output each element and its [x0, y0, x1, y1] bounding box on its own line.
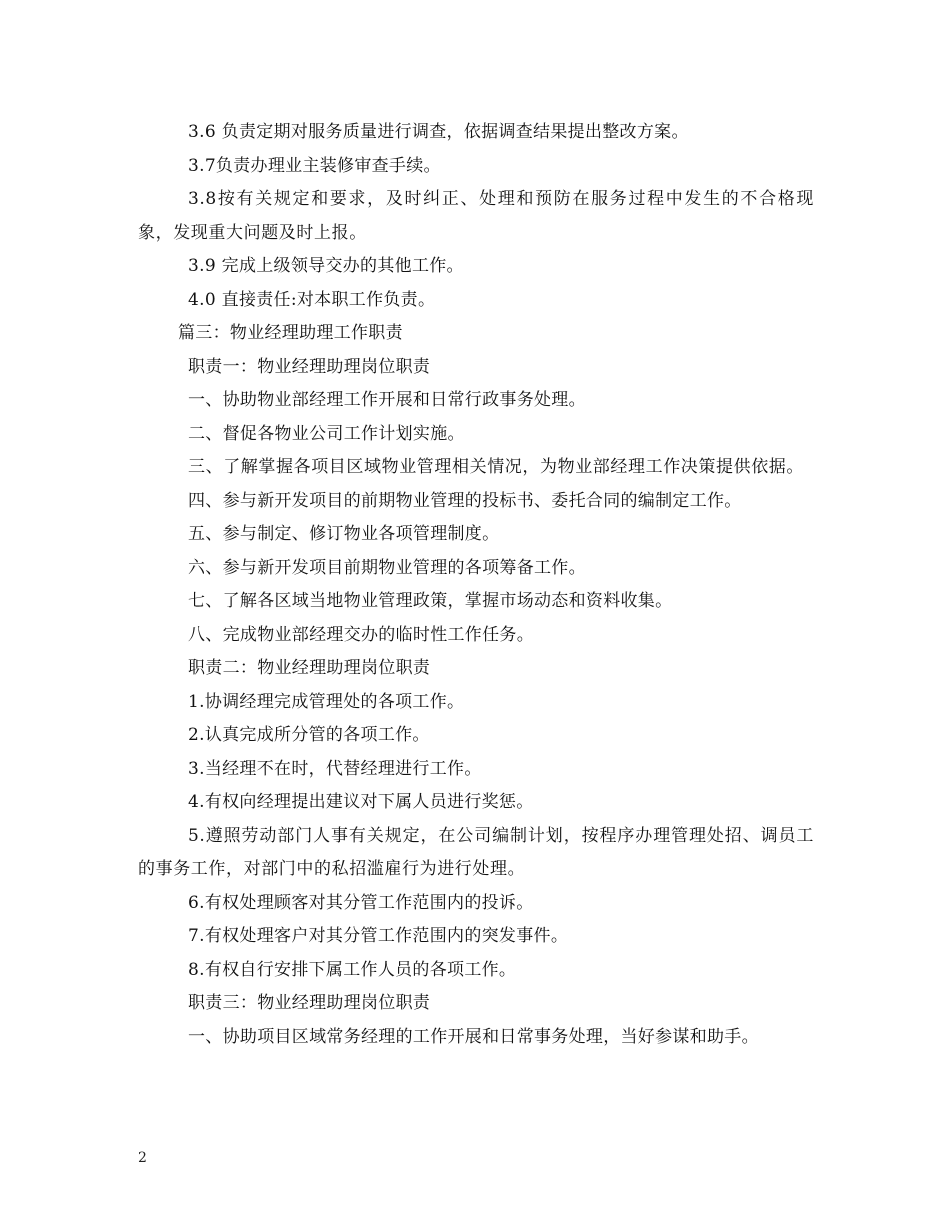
list-item: 2.认真完成所分管的各项工作。 — [188, 725, 430, 745]
list-item: 六、参与新开发项目前期物业管理的各项筹备工作。 — [188, 557, 586, 578]
page-number: 2 — [138, 1150, 147, 1166]
section-heading-part-three: 篇三：物业经理助理工作职责 — [178, 323, 403, 343]
list-item: 6.有权处理顾客对其分管工作范围内的投诉。 — [188, 892, 534, 913]
list-item: 3.当经理不在时，代替经理进行工作。 — [188, 758, 482, 779]
paragraph-3-9: 3.9 完成上级领导交办的其他工作。 — [188, 256, 464, 276]
list-item: 八、完成物业部经理交办的临时性工作任务。 — [188, 624, 534, 645]
paragraph-3-7: 3.7负责办理业主装修审查手续。 — [188, 155, 441, 176]
subheading-duty-two: 职责二：物业经理助理岗位职责 — [188, 658, 431, 678]
list-item: 四、参与新开发项目的前期物业管理的投标书、委托合同的编制定工作。 — [188, 490, 742, 511]
paragraph-3-6: 3.6 负责定期对服务质量进行调查，依据调查结果提出整改方案。 — [188, 122, 689, 142]
list-item: 七、了解各区域当地物业管理政策，掌握市场动态和资料收集。 — [188, 591, 673, 611]
list-item: 1.协调经理完成管理处的各项工作。 — [188, 691, 465, 712]
list-item: 一、协助项目区域常务经理的工作开展和日常事务处理，当好参谋和助手。 — [188, 1026, 759, 1047]
paragraph-3-8: 3.8按有关规定和要求，及时纠正、处理和预防在服务过程中发生的不合格现象，发现重大问题及时上报。 — [138, 189, 814, 243]
list-item: 8.有权自行安排下属工作人员的各项工作。 — [188, 959, 517, 980]
subheading-duty-three: 职责三：物业经理助理岗位职责 — [188, 993, 431, 1013]
list-item: 4.有权向经理提出建议对下属人员进行奖惩。 — [188, 792, 534, 812]
document-body — [138, 116, 814, 1054]
list-item: 7.有权处理客户对其分管工作范围内的突发事件。 — [188, 926, 569, 946]
list-item: 五、参与制定、修订物业各项管理制度。 — [188, 524, 500, 544]
subheading-duty-one: 职责一：物业经理助理岗位职责 — [188, 356, 431, 377]
list-item: 一、协助物业部经理工作开展和日常行政事务处理。 — [188, 390, 586, 410]
paragraph-4-0: 4.0 直接责任:对本职工作负责。 — [188, 289, 436, 310]
list-item: 5.遵照劳动部门人事有关规定，在公司编制计划，按程序办理管理处招、调员工的事务工作，对部门中的私招滥雇行为进行处理。 — [138, 825, 814, 879]
list-item: 三、了解掌握各项目区域物业管理相关情况，为物业部经理工作决策提供依据。 — [188, 457, 804, 477]
list-item: 二、督促各物业公司工作计划实施。 — [188, 423, 465, 444]
